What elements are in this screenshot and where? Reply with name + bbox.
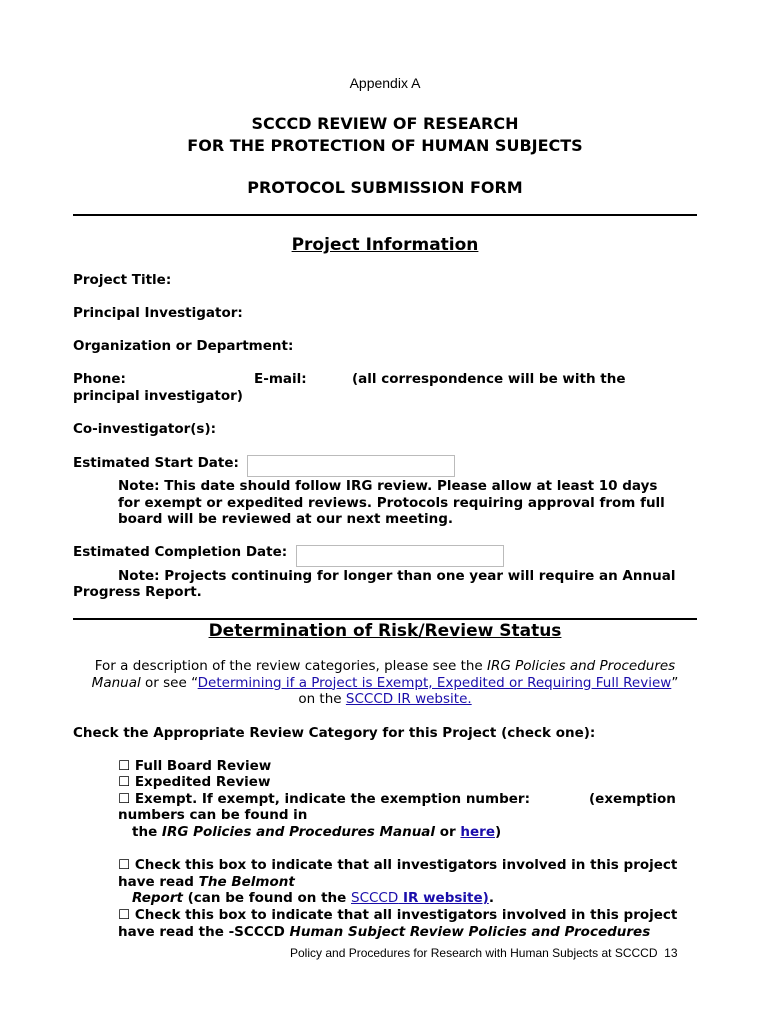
correspondence-note-cont: principal investigator) xyxy=(73,388,243,404)
option-expedited[interactable]: ☐ Expedited Review xyxy=(118,774,271,790)
project-title-label: Project Title: xyxy=(73,272,172,288)
determining-review-link[interactable]: Determining if a Project is Exempt, Expedited or Requiring Full Review xyxy=(197,674,672,691)
risk-heading: Determination of Risk/Review Status xyxy=(208,621,562,641)
correspondence-note: (all correspondence will be with the xyxy=(352,371,626,387)
exemption-manual-ref: the IRG Policies and Procedures Manual or here) xyxy=(132,824,502,840)
project-info-heading: Project Information xyxy=(291,235,479,255)
email-label: E-mail: xyxy=(254,371,307,387)
organization-label: Organization or Department: xyxy=(73,338,294,354)
ir-website-link[interactable]: SCCCD IR website. xyxy=(345,691,472,707)
form-title: PROTOCOL SUBMISSION FORM xyxy=(247,178,523,197)
option-exempt[interactable]: ☐ Exempt. If exempt, indicate the exemption number: xyxy=(118,791,530,807)
completion-note-cont: Progress Report. xyxy=(73,584,202,600)
phone-label: Phone: xyxy=(73,371,126,387)
title-line-1: SCCCD REVIEW OF RESEARCH xyxy=(251,114,519,133)
co-investigator-label: Co-investigator(s): xyxy=(73,421,217,437)
checkbox[interactable]: ☐ xyxy=(118,774,131,790)
exemption-note: (exemption xyxy=(589,791,676,807)
page-number: 13 xyxy=(664,946,678,960)
start-date-note: Note: This date should follow IRG review. Please allow at least 10 days for exempt or expedited reviews. Protocols requiring approval from full board will be reviewed at our next meeting. xyxy=(118,478,665,527)
divider xyxy=(73,618,697,620)
review-category-heading: Check the Appropriate Review Category for this Project (check one): xyxy=(73,725,596,741)
belmont-check[interactable]: ☐ Check this box to indicate that all investigators involved in this project have read The Belmont Report (can be found on the SCCCD IR website). xyxy=(118,857,678,906)
option-full-board[interactable]: ☐ Full Board Review xyxy=(118,758,272,774)
policies-check[interactable]: ☐ Check this box to indicate that all investigators involved in this project have read the -SCCCD Human Subject Review Policies and Procedures xyxy=(118,907,678,940)
divider xyxy=(73,214,697,216)
review-description: For a description of the review categories, please see the IRG Policies and Procedures Manual or see “Determining if a Project is Exempt, Expedited or Requiring Full Review” on the SCCCD IR website. xyxy=(91,658,679,707)
checkbox[interactable]: ☐ xyxy=(118,857,131,873)
start-date-field[interactable] xyxy=(247,455,455,477)
completion-date-field[interactable] xyxy=(296,545,504,567)
checkbox[interactable]: ☐ xyxy=(118,791,131,807)
scccd-link[interactable]: SCCCD xyxy=(351,890,399,906)
exemption-note-cont: numbers can be found in xyxy=(118,807,308,823)
here-link[interactable]: here xyxy=(460,824,495,840)
completion-date-label: Estimated Completion Date: xyxy=(73,544,288,560)
start-date-label: Estimated Start Date: xyxy=(73,455,239,471)
title-line-2: FOR THE PROTECTION OF HUMAN SUBJECTS xyxy=(187,136,583,155)
page-footer: Policy and Procedures for Research with Human Subjects at SCCCD 13 xyxy=(290,946,678,960)
principal-investigator-label: Principal Investigator: xyxy=(73,305,243,321)
appendix-label: Appendix A xyxy=(349,75,421,91)
completion-note: Note: Projects continuing for longer than one year will require an Annual xyxy=(118,568,676,584)
ir-website-link[interactable]: IR website) xyxy=(398,890,489,906)
checkbox[interactable]: ☐ xyxy=(118,758,131,774)
checkbox[interactable]: ☐ xyxy=(118,907,131,923)
